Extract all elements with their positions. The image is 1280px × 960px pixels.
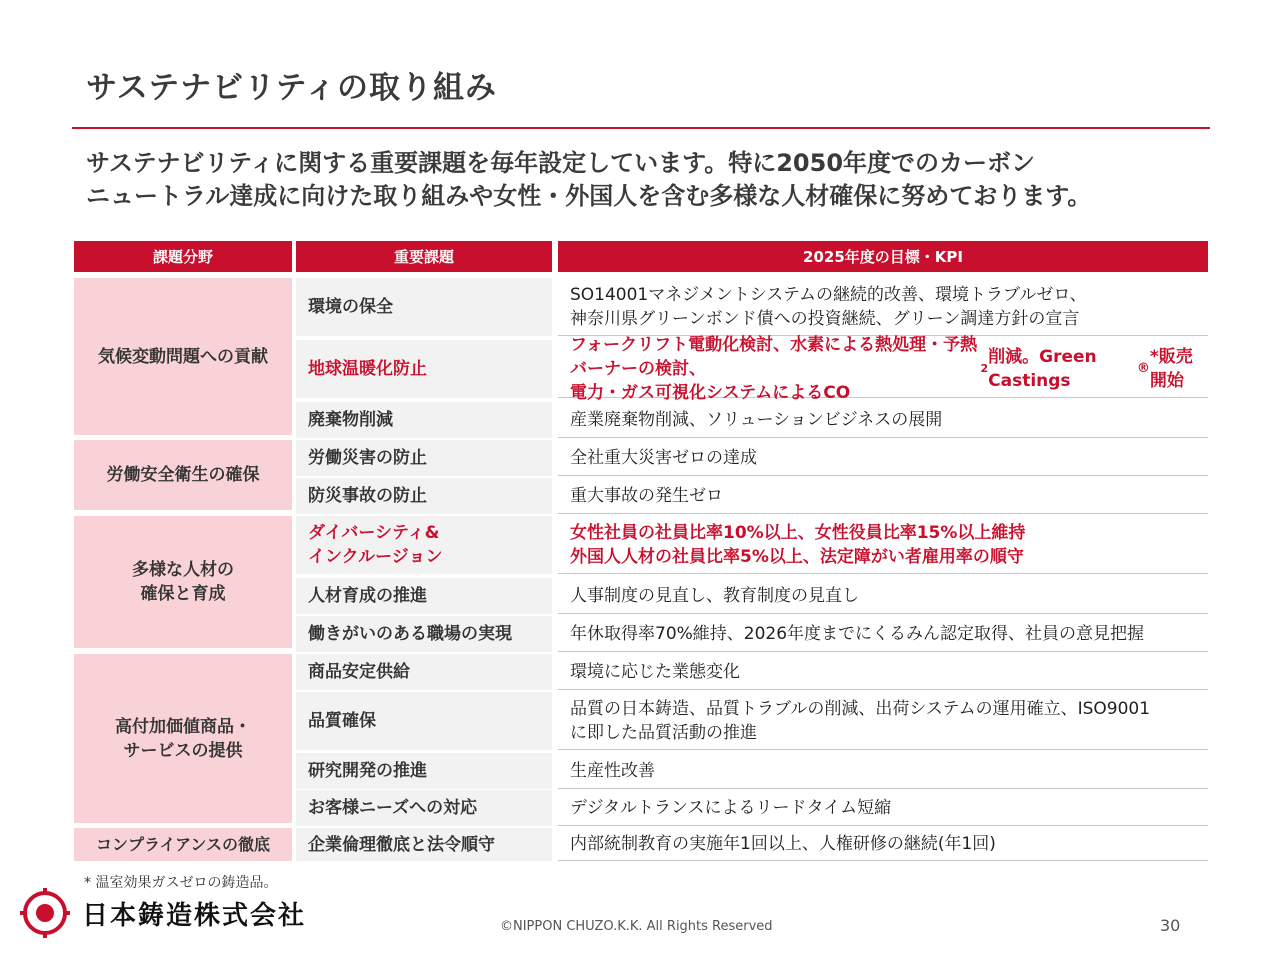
- title-divider: [72, 127, 1210, 129]
- table-row: [296, 478, 1206, 514]
- header-issue: 重要課題: [296, 241, 552, 272]
- kpi-cell: 女性社員の社員比率10%以上、女性役員比率15%以上維持 外国人人材の社員比率5%以上、法定障がい者雇用率の順守: [558, 516, 1208, 574]
- issue-cell: 研究開発の推進: [296, 753, 552, 789]
- intro-line-1: サステナビリティに関する重要課題を毎年設定しています。特に2050年度でのカーボン: [86, 149, 1036, 177]
- issue-cell: 品質確保: [296, 692, 552, 750]
- category-climate: 気候変動問題への貢献: [74, 278, 292, 435]
- table-row: [296, 440, 1206, 476]
- intro-line-2: ニュートラル達成に向けた取り組みや女性・外国人を含む多様な人材確保に努めております。: [86, 182, 1092, 210]
- issue-cell: 労働災害の防止: [296, 440, 552, 476]
- table-row: [296, 578, 1206, 614]
- table-row: [296, 790, 1206, 826]
- issue-cell: 地球温暖化防止: [296, 340, 552, 398]
- header-kpi: 2025年度の目標・KPI: [558, 241, 1208, 272]
- kpi-text-c: *販売開始: [1149, 346, 1193, 391]
- page-title: サステナビリティの取り組み: [86, 70, 498, 106]
- issue-cell: 企業倫理徹底と法令順守: [296, 828, 552, 861]
- kpi-cell: 内部統制教育の実施年1回以上、人権研修の継続(年1回): [558, 828, 1208, 861]
- company-emblem-icon: [20, 888, 70, 938]
- table-row: [296, 334, 1206, 403]
- kpi-text-b: 削減。Green Castings: [988, 346, 1097, 391]
- kpi-cell: SO14001マネジメントシステムの継続的改善、環境トラブルゼロ、 神奈川県グリーンボンド債への投資継続、グリーン調達方針の宣言: [558, 278, 1208, 336]
- issue-cell: 商品安定供給: [296, 654, 552, 690]
- table-row: [296, 278, 1206, 336]
- category-talent: 多様な人材の 確保と育成: [74, 516, 292, 648]
- table-row: [296, 692, 1206, 750]
- issue-cell: 働きがいのある職場の実現: [296, 616, 552, 652]
- table-row: [296, 516, 1206, 574]
- copyright: ©NIPPON CHUZO.K.K. All Rights Reserved: [500, 919, 773, 934]
- category-compliance: コンプライアンスの徹底: [74, 828, 292, 861]
- kpi-cell: 生産性改善: [558, 753, 1208, 789]
- kpi-cell: 全社重大災害ゼロの達成: [558, 440, 1208, 476]
- kpi-cell: 産業廃棄物削減、ソリューションビジネスの展開: [558, 402, 1208, 438]
- issue-cell: ダイバーシティ& インクルージョン: [296, 516, 552, 574]
- kpi-cell: [558, 334, 1208, 403]
- table-row: [296, 616, 1206, 652]
- page-number: 30: [1160, 916, 1181, 935]
- issue-cell: お客様ニーズへの対応: [296, 790, 552, 826]
- header-category: 課題分野: [74, 241, 292, 272]
- category-value: 高付加価値商品・ サービスの提供: [74, 654, 292, 823]
- kpi-text-a: フォークリフト電動化検討、水素による熱処理・予熱バーナーの検討、 電力・ガス可視化システムによるCO: [570, 334, 978, 403]
- kpi-cell: デジタルトランスによるリードタイム短縮: [558, 790, 1208, 826]
- company-logo: [20, 888, 306, 938]
- kpi-cell: 重大事故の発生ゼロ: [558, 478, 1208, 514]
- company-name: 日本鋳造株式会社: [82, 900, 307, 931]
- kpi-cell: 年休取得率70%維持、2026年度までにくるみん認定取得、社員の意見把握: [558, 616, 1208, 652]
- footnote: * 温室効果ガスゼロの鋳造品。: [84, 875, 278, 891]
- kpi-superscript: ®: [1136, 360, 1150, 376]
- issue-cell: 環境の保全: [296, 278, 552, 336]
- intro-text: [86, 147, 1226, 213]
- kpi-cell: 環境に応じた業態変化: [558, 654, 1208, 690]
- table-row: [296, 828, 1206, 861]
- kpi-cell: 品質の日本鋳造、品質トラブルの削減、出荷システムの運用確立、ISO9001 に即した品質活動の推進: [558, 692, 1208, 750]
- kpi-subscript: 2: [980, 361, 989, 375]
- category-safety: 労働安全衛生の確保: [74, 440, 292, 510]
- table-row: [296, 753, 1206, 789]
- issue-cell: 防災事故の防止: [296, 478, 552, 514]
- kpi-cell: 人事制度の見直し、教育制度の見直し: [558, 578, 1208, 614]
- table-row: [296, 654, 1206, 690]
- issue-cell: 人材育成の推進: [296, 578, 552, 614]
- issue-cell: 廃棄物削減: [296, 402, 552, 438]
- table-row: [296, 402, 1206, 438]
